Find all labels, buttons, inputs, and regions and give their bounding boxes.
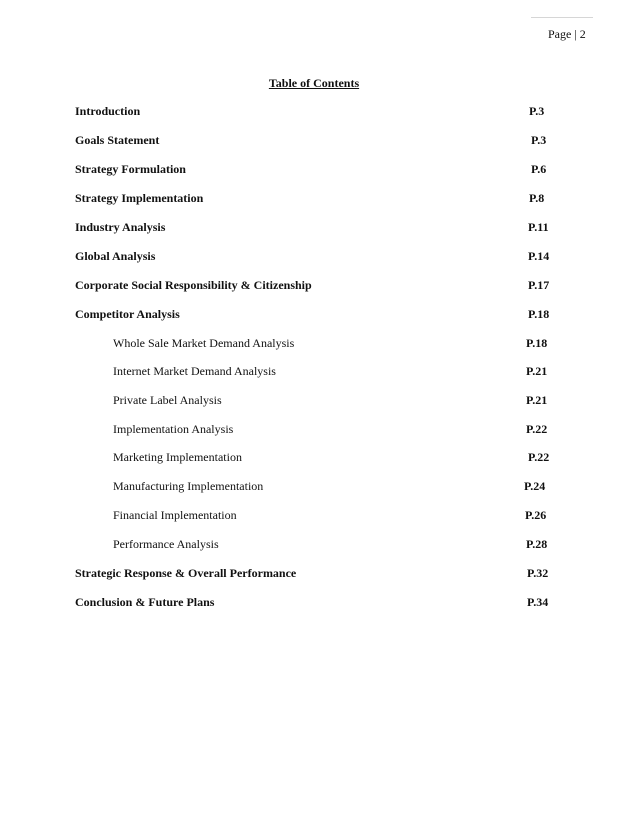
toc-entry-label: Strategy Implementation — [75, 191, 204, 205]
toc-entry — [0, 393, 638, 407]
toc-entry-label: Strategic Response & Overall Performance — [75, 566, 297, 580]
toc-entry-page: P.11 — [528, 220, 549, 234]
toc-entry — [0, 595, 638, 609]
toc-entry — [0, 249, 638, 263]
toc-entry — [0, 508, 638, 522]
toc-entry-label: Performance Analysis — [113, 537, 219, 551]
toc-entry-label: Goals Statement — [75, 133, 160, 147]
toc-entry-label: Introduction — [75, 104, 141, 118]
toc-entry — [0, 537, 638, 551]
toc-entry — [0, 566, 638, 580]
toc-entry-page: P.21 — [526, 393, 548, 407]
toc-entry-label: Private Label Analysis — [113, 393, 222, 407]
toc-entry-label: Manufacturing Implementation — [113, 479, 264, 493]
toc-entry-label: Strategy Formulation — [75, 162, 186, 176]
toc-entry-page: P.8 — [529, 191, 545, 205]
toc-entry-page: P.3 — [529, 104, 545, 118]
toc-entry-page: P.32 — [527, 566, 549, 580]
toc-entry-page: P.6 — [531, 162, 547, 176]
toc-entry-label: Competitor Analysis — [75, 307, 180, 321]
toc-entry — [0, 307, 638, 321]
toc-entry-page: P.3 — [531, 133, 547, 147]
toc-entry — [0, 220, 638, 234]
toc-entry-label: Whole Sale Market Demand Analysis — [113, 336, 295, 350]
toc-entry — [0, 133, 638, 147]
toc-entry — [0, 162, 638, 176]
toc-entry-page: P.18 — [526, 336, 548, 350]
toc-entry — [0, 422, 638, 436]
toc-entry — [0, 104, 638, 118]
toc-entry-label: Financial Implementation — [113, 508, 237, 522]
toc-entry-label: Industry Analysis — [75, 220, 166, 234]
toc-entry-page: P.26 — [525, 508, 547, 522]
toc-entry-page: P.18 — [528, 307, 550, 321]
toc-entry-page: P.14 — [528, 249, 550, 263]
toc-entry — [0, 450, 638, 464]
toc-entry — [0, 364, 638, 378]
toc-entry-label: Marketing Implementation — [113, 450, 242, 464]
toc-entry-label: Global Analysis — [75, 249, 156, 263]
page-number: Page | 2 — [548, 27, 586, 41]
toc-entry-page: P.17 — [528, 278, 550, 292]
toc-entry-label: Implementation Analysis — [113, 422, 234, 436]
toc-entry-label: Conclusion & Future Plans — [75, 595, 215, 609]
toc-entry-page: P.24 — [524, 479, 546, 493]
toc-entry-page: P.34 — [527, 595, 549, 609]
toc-entry — [0, 278, 638, 292]
toc-entry-page: P.22 — [526, 422, 548, 436]
toc-entry-page: P.28 — [526, 537, 548, 551]
toc-entry-page: P.21 — [526, 364, 548, 378]
toc-entry — [0, 336, 638, 350]
toc-entry-label: Internet Market Demand Analysis — [113, 364, 276, 378]
toc-entry — [0, 191, 638, 205]
toc-title: Table of Contents — [268, 76, 360, 90]
toc-entry-label: Corporate Social Responsibility & Citizenship — [75, 278, 312, 292]
toc-entry — [0, 479, 638, 493]
toc-entry-page: P.22 — [528, 450, 550, 464]
